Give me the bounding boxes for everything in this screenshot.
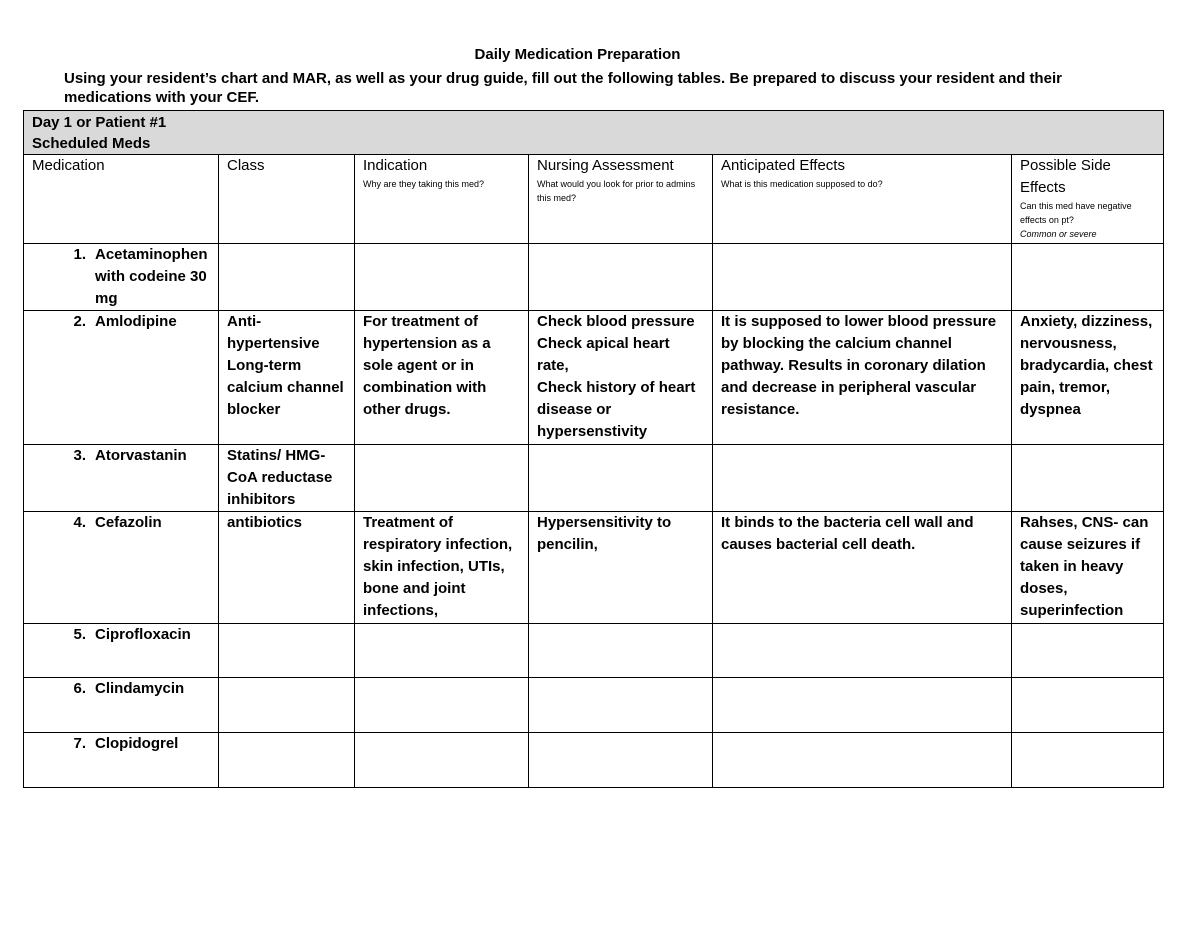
header-side-effects-hint: Can this med have negative effects on pt?: [1020, 201, 1132, 225]
cell-class: [219, 244, 355, 311]
row-number: 1.: [73, 246, 86, 263]
cell-effects: [713, 244, 1012, 311]
side-effects-value: Rahses, CNS- can cause seizures if taken in heavy doses, superinfection: [1020, 514, 1149, 619]
header-side-effects-hint-italic: Common or severe: [1020, 229, 1097, 239]
table-row: [24, 733, 1164, 788]
header-effects: [713, 155, 1012, 244]
row-number: 6.: [73, 680, 86, 697]
medication-name: Amlodipine: [95, 313, 177, 330]
cell-effects: [713, 512, 1012, 624]
row-number: 2.: [73, 313, 86, 330]
cell-effects: [713, 678, 1012, 733]
effects-value: It binds to the bacteria cell wall and causes bacterial cell death.: [721, 514, 974, 553]
cell-indication: [355, 244, 529, 311]
row-number: 5.: [73, 626, 86, 643]
cell-indication: [355, 678, 529, 733]
cell-class: [219, 311, 355, 445]
indication-value: Treatment of respiratory infection, skin infection, UTIs, bone and joint infections,: [363, 514, 513, 619]
cell-assessment: [529, 733, 713, 788]
header-indication-hint: Why are they taking this med?: [363, 179, 485, 189]
row-number: 3.: [73, 447, 86, 464]
cell-side-effects: [1012, 624, 1164, 678]
cell-class: [219, 512, 355, 624]
cell-assessment: [529, 624, 713, 678]
header-medication: [24, 155, 219, 244]
cell-side-effects: [1012, 244, 1164, 311]
cell-effects: [713, 311, 1012, 445]
cell-medication: [24, 445, 219, 512]
class-value: antibiotics: [227, 514, 303, 531]
instructions-text: Using your resident’s chart and MAR, as well as your drug guide, fill out the following tables. Be prepared to discuss your resident and their medications with your CEF.: [64, 70, 1062, 106]
header-effects-label: Anticipated Effects: [721, 157, 845, 174]
section-header: [24, 111, 1164, 155]
table-row: [24, 311, 1164, 445]
cell-effects: [713, 445, 1012, 512]
assessment-value: Check blood pressure Check apical heart rate, Check history of heart disease or hypersenstivity: [537, 313, 696, 440]
header-effects-hint: What is this medication supposed to do?: [721, 179, 883, 189]
header-assessment-label: Nursing Assessment: [537, 157, 674, 174]
effects-value: It is supposed to lower blood pressure by blocking the calcium channel pathway. Results in coronary dilation and decrease in peripheral vascular resistance.: [721, 313, 997, 418]
row-number: 7.: [73, 735, 86, 752]
table-row: [24, 678, 1164, 733]
indication-value: For treatment of hypertension as a sole agent or in combination with other drugs.: [363, 313, 491, 418]
header-indication-label: Indication: [363, 157, 428, 174]
medication-name: Cefazolin: [95, 514, 162, 531]
side-effects-value: Anxiety, dizziness, nervousness, bradycardia, chest pain, tremor, dyspnea: [1020, 313, 1153, 418]
cell-assessment: [529, 678, 713, 733]
header-indication: [355, 155, 529, 244]
cell-class: [219, 445, 355, 512]
cell-medication: [24, 512, 219, 624]
cell-medication: [24, 733, 219, 788]
cell-side-effects: [1012, 445, 1164, 512]
cell-indication: [355, 733, 529, 788]
page-title: Daily Medication Preparation: [474, 46, 681, 63]
cell-medication: [24, 244, 219, 311]
cell-assessment: [529, 445, 713, 512]
cell-medication: [24, 311, 219, 445]
column-header-row: [24, 155, 1164, 244]
table-row: [24, 244, 1164, 311]
header-assessment-hint: What would you look for prior to admins this med?: [537, 179, 696, 203]
cell-assessment: [529, 512, 713, 624]
cell-assessment: [529, 244, 713, 311]
header-side-effects-label: Possible Side Effects: [1020, 157, 1111, 196]
cell-effects: [713, 624, 1012, 678]
header-side-effects: [1012, 155, 1164, 244]
section-title: Day 1 or Patient #1: [32, 114, 167, 131]
header-medication-label: Medication: [32, 157, 105, 174]
header-assessment: [529, 155, 713, 244]
cell-effects: [713, 733, 1012, 788]
cell-class: [219, 733, 355, 788]
assessment-value: Hypersensitivity to pencilin,: [537, 514, 672, 553]
table-row: [24, 512, 1164, 624]
header-class-label: Class: [227, 157, 265, 174]
cell-class: [219, 678, 355, 733]
cell-indication: [355, 624, 529, 678]
header-class: [219, 155, 355, 244]
section-subtitle: Scheduled Meds: [32, 135, 151, 152]
row-number: 4.: [73, 514, 86, 531]
cell-side-effects: [1012, 733, 1164, 788]
section-header-row: [24, 111, 1164, 155]
cell-medication: [24, 678, 219, 733]
cell-medication: [24, 624, 219, 678]
cell-class: [219, 624, 355, 678]
class-value: Statins/ HMG-CoA reductase inhibitors: [227, 447, 333, 508]
cell-indication: [355, 445, 529, 512]
medication-table: [23, 110, 1164, 788]
medication-name: Acetaminophen with codeine 30 mg: [95, 246, 208, 307]
cell-side-effects: [1012, 678, 1164, 733]
medication-name: Ciprofloxacin: [95, 626, 191, 643]
cell-indication: [355, 512, 529, 624]
table-row: [24, 445, 1164, 512]
cell-side-effects: [1012, 512, 1164, 624]
table-row: [24, 624, 1164, 678]
class-value: Anti-hypertensive Long-term calcium channel blocker: [227, 313, 344, 418]
medication-name: Clopidogrel: [95, 735, 179, 752]
cell-indication: [355, 311, 529, 445]
cell-assessment: [529, 311, 713, 445]
cell-side-effects: [1012, 311, 1164, 445]
medication-name: Clindamycin: [95, 680, 185, 697]
medication-name: Atorvastanin: [95, 447, 187, 464]
